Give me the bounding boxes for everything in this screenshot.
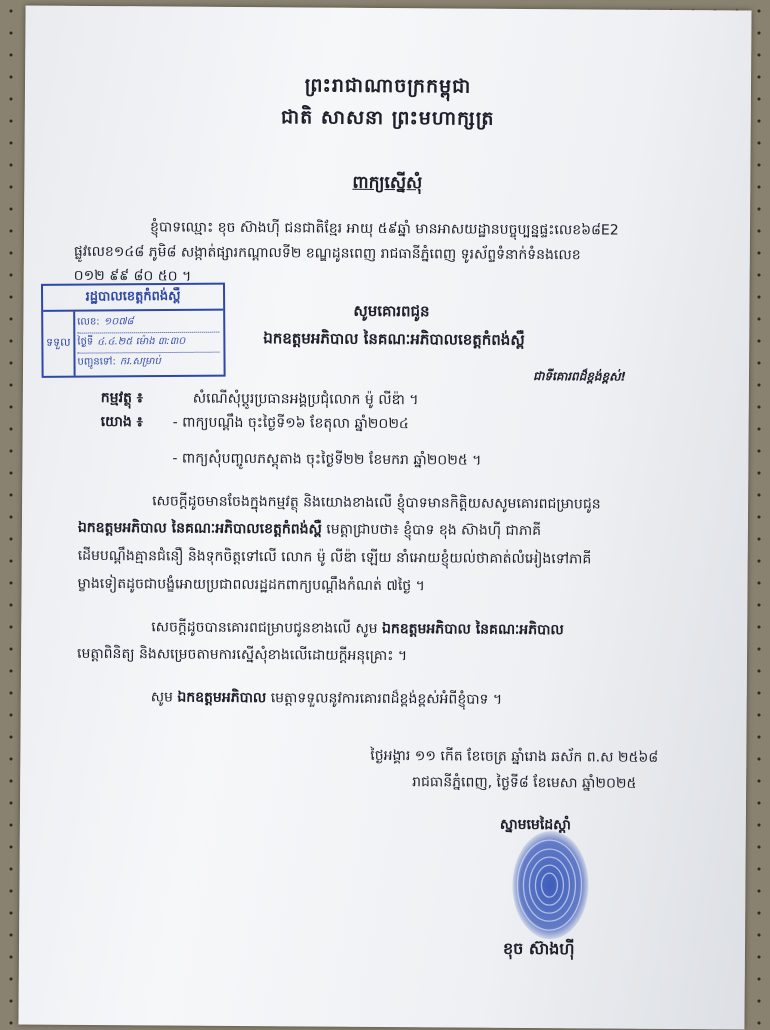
national-motto: ជាតិ សាសនា ព្រះមហាក្សត្រ (281, 106, 495, 130)
para3-rest: មេត្តាទទួលនូវការគោរពដ៏ខ្ពង់ខ្ពស់អំពីខ្ញុំបាទ ។ (266, 690, 503, 708)
stamp-side-label: ទទួល (43, 312, 75, 376)
reference-item-2: - ពាក្យសុំបញ្ចូលភស្តុតាង ចុះថ្ងៃទី២២ ខែមករា ឆ្នាំ២០២៥ ។ (172, 450, 482, 469)
lunar-date: ថ្ងៃអង្គារ ១១ កើត ខែចេត្រ ឆ្នាំរោង ឆស័ក ព.ស ២៥៦៨ (370, 747, 659, 766)
reference-item-1: - ពាក្យបណ្តឹង ចុះថ្ងៃទី១៦ ខែតុលា ឆ្នាំ២០២៤ (172, 414, 409, 433)
para1-line-1: សេចក្តីដូចមានចែងក្នុងកម្មវត្ថុ និងយោងខាងលើ ខ្ញុំបាទមានកិត្តិយសសូមគោរពជម្រាបជូន (152, 493, 601, 513)
para2-line-1 (151, 619, 564, 639)
intro-line-2: ផ្លូវលេខ១៤៨ ភូមិ៨ សង្កាត់ផ្សារកណ្តាលទី២ ខណ្ឌដូនពេញ រាជធានីភ្នំពេញ ទូរស័ព្ទទំនាក់ទំនងលេខ (73, 243, 581, 264)
para3-line (151, 689, 503, 708)
subject-text: សំណើសុំប្តូរប្រធានអង្គប្រជុំលោក ម៉ូ លីឌ៉ា ។ (192, 390, 419, 409)
stamp-forward-value: ករ.សម្រាប់ (119, 356, 161, 368)
para2-line-1-pre: សេចក្តីដូចបានគោរពជម្រាបជូនខាងលើ សូម (151, 619, 383, 637)
subject-label: កម្មវត្ថុ ៖ (100, 390, 144, 407)
signer-name: ខុច ស៊ាងហ៊ី (502, 938, 575, 959)
signature-label: ស្នាមមេដៃស្តាំ (499, 816, 572, 834)
stamp-number-value: ១០៧៨ (103, 316, 134, 328)
respect-line: សូមគោរពជូន (353, 301, 430, 321)
recipient-honorific: ជាទីគោរពដ៏ខ្ពង់ខ្ពស់! (532, 369, 627, 384)
para3-bold: ឯកឧត្តមអភិបាល (177, 689, 267, 707)
stamp-date-row (77, 332, 219, 354)
reference-label: យោង ៖ (100, 414, 143, 431)
para1-line-4: ម្ខាងទៀតដូចជាបង្ខំអោយប្រជាពលរដ្ឋដកពាក្យបណ្តឹងកំណត់ ៧ថ្ងៃ ។ (77, 575, 425, 595)
kingdom-header: ព្រះរាជាណាចក្រកម្ពុជា (304, 74, 472, 98)
para3-pre: សូម (150, 689, 178, 706)
para1-recipient-bold: ឯកឧត្តមអភិបាល នៃគណៈអភិបាលខេត្តកំពង់ស្ពឺ (77, 519, 322, 538)
para2-recipient-bold: ឯកឧត្តមអភិបាល នៃគណៈអភិបាល (381, 620, 564, 639)
recipient-title: ឯកឧត្តមអភិបាល នៃគណៈអភិបាលខេត្តកំពង់ស្ពឺ (263, 329, 525, 349)
para1-line-2 (78, 520, 541, 540)
document-page (18, 5, 751, 1029)
stamp-forward-row (77, 352, 219, 373)
stamp-forward-label: បញ្ជូនទៅ: (77, 356, 116, 368)
fingerprint-icon (509, 829, 592, 942)
stamp-date-label: ថ្ងៃទី (77, 336, 94, 348)
stamp-number-label: លេខ: (77, 316, 100, 328)
para1-line-2-rest: មេត្តាជ្រាបថា៖ ខ្ញុំបាទ ខុង ស៊ាងហ៊ី ជាភាគី (321, 521, 542, 540)
received-stamp (41, 283, 226, 378)
intro-line-1: ខ្ញុំបាទឈ្មោះ ខុច ស៊ាងហ៊ី ជនជាតិខ្មែរ អាយុ ៥៩ឆ្នាំ មានអាសយដ្ឋានបច្ចុប្បន្នផ្ទះលេខ៦៨E2 (149, 219, 619, 239)
stamp-date-value: ៤.៤.២៥ ម៉ោង ៣:៣០ (97, 335, 186, 348)
stamp-number-row (77, 312, 219, 334)
para2-line-2: មេត្តាពិនិត្យ និងសម្រេចតាមការស្នើសុំខាងលើដោយក្តីអនុគ្រោះ ។ (76, 645, 408, 665)
solar-date: រាជធានីភ្នំពេញ, ថ្ងៃទី៨ ខែមេសា ឆ្នាំ២០២៥ (412, 774, 637, 792)
document-type-title: ពាក្យស្នើសុំ (352, 172, 423, 194)
stamp-title: រដ្ឋបាលខេត្តកំពង់ស្ពឺ (43, 285, 223, 312)
intro-line-3: ០១២ ៩៩ ៨០ ៥០ ។ (73, 267, 192, 285)
para1-line-3: ដើមបណ្តឹងគ្មានជំនឿ និងទុកចិត្តទៅលើ លោក ម៉ូ លីឌ៉ា ឡើយ នាំអោយខ្ញុំយល់ថាគាត់លំអៀងទៅភាគី (77, 547, 592, 568)
